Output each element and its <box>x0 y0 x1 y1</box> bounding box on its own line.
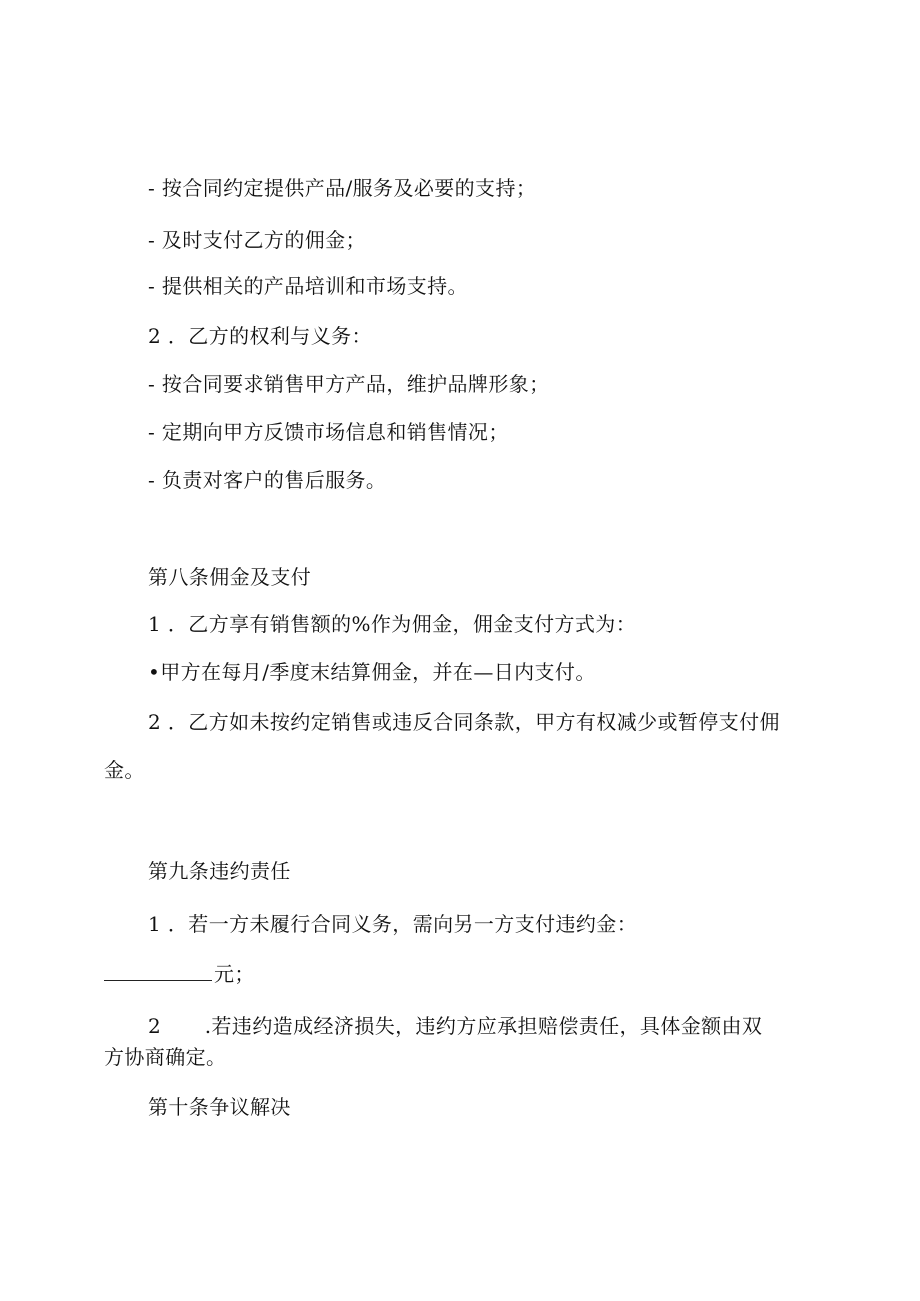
article-8-bullet: •甲方在每月/季度末结算佣金，并在—日内支付。 <box>148 660 596 684</box>
amount-blank-field <box>104 962 212 981</box>
clause-text: ．若一方未履行合同义务，需向另一方支付违约金： <box>167 912 638 936</box>
clause-number: 1 <box>148 912 162 936</box>
article-9-amount-line <box>104 960 255 988</box>
clause-number: 2 <box>148 1014 162 1038</box>
party-b-obligation-2: - 定期向甲方反馈市场信息和销售情况； <box>148 420 509 444</box>
party-b-obligation-3: - 负责对客户的售后服务。 <box>148 468 387 492</box>
article-9-title: 第九条违约责任 <box>148 859 291 883</box>
party-a-obligation-1: - 按合同约定提供产品/服务及必要的支持； <box>148 176 537 200</box>
clause-text: ．乙方享有销售额的%作为佣金，佣金支付方式为： <box>167 612 637 636</box>
article-8-clause-1 <box>148 610 636 638</box>
amount-suffix: 元； <box>214 962 255 986</box>
party-b-obligation-1: - 按合同要求销售甲方产品，维护品牌形象； <box>148 372 550 396</box>
clause-text: ．乙方如未按约定销售或违反合同条款，甲方有权减少或暂停支付佣 <box>167 710 780 734</box>
article-8-title: 第八条佣金及支付 <box>148 565 312 589</box>
article-9-clause-2-continuation: 方协商确定。 <box>104 1045 227 1069</box>
article-9-clause-2 <box>148 1012 762 1040</box>
article-8-clause-2-continuation: 金。 <box>104 758 145 782</box>
article-9-clause-1 <box>148 910 637 938</box>
section-heading-text: ．乙方的权利与义务： <box>167 324 372 348</box>
article-8-clause-2 <box>148 708 780 736</box>
article-10-title: 第十条争议解决 <box>148 1095 291 1119</box>
clause-text: .若违约造成经济损失，违约方应承担赔偿责任，具体金额由双 <box>204 1014 763 1038</box>
clause-number: 2 <box>148 710 162 734</box>
party-a-obligation-2: - 及时支付乙方的佣金； <box>148 228 366 252</box>
clause-number: 1 <box>148 612 162 636</box>
party-b-section-heading <box>148 322 372 350</box>
section-number: 2 <box>148 324 162 348</box>
party-a-obligation-3: - 提供相关的产品培训和市场支持。 <box>148 274 468 298</box>
